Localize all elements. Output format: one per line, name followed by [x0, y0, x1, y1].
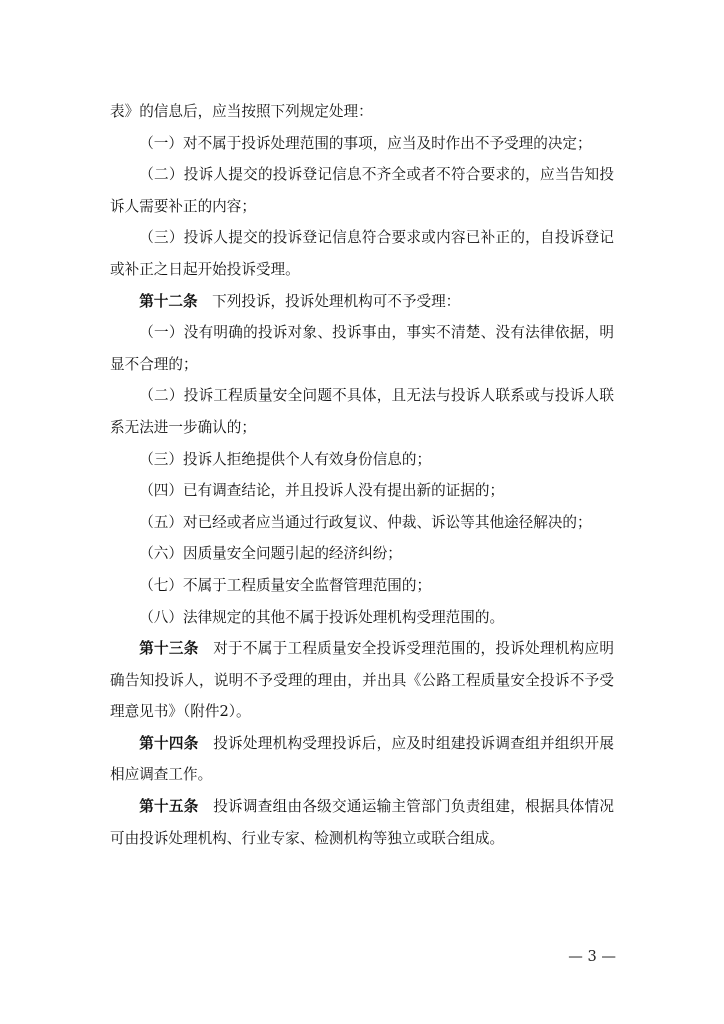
paragraph-text: （二）投诉工程质量安全问题不具体，且无法与投诉人联系或与投诉人联系无法进一步确认的； [110, 387, 614, 436]
article-title: 第十二条 [139, 292, 198, 310]
paragraph-text: （三）投诉人提交的投诉登记信息符合要求或内容已补正的，自投诉登记或补正之日起开始投诉受理。 [110, 229, 614, 278]
list-item-7 [110, 570, 614, 602]
article-title: 第十五条 [139, 798, 199, 816]
list-item-8 [110, 602, 614, 634]
article-title: 第十三条 [139, 640, 199, 658]
paragraph-text: （五）对已经或者应当通过行政复议、仲裁、诉讼等其他途径解决的； [139, 513, 592, 531]
list-item-3 [110, 222, 614, 285]
paragraph-text: （六）因质量安全问题引起的经济纠纷； [139, 545, 402, 563]
article-14 [110, 728, 614, 791]
paragraph-text: （七）不属于工程质量安全监督管理范围的； [139, 576, 432, 594]
list-item-1 [110, 317, 614, 380]
article-13 [110, 633, 614, 728]
list-item-3 [110, 444, 614, 476]
paragraph-text: （四）已有调查结论，并且投诉人没有提出新的证据的； [139, 482, 505, 500]
paragraph-text: 投诉处理机构受理投诉后，应及时组建投诉调查组并组织开展相应调查工作。 [110, 734, 614, 784]
paragraph-text: （一）对不属于投诉处理范围的事项，应当及时作出不予受理的决定； [139, 134, 592, 152]
article-15 [110, 791, 614, 854]
page-number: — 3 — [568, 948, 616, 965]
article-12 [110, 286, 614, 318]
document-body [110, 96, 614, 854]
list-item-2 [110, 159, 614, 222]
list-item-5 [110, 507, 614, 539]
paragraph-text: （八）法律规定的其他不属于投诉处理机构受理范围的。 [139, 608, 505, 626]
paragraph-text: 下列投诉，投诉处理机构可不予受理： [212, 292, 461, 310]
list-item-4 [110, 475, 614, 507]
list-item-1 [110, 128, 614, 160]
paragraph-text: 表》的信息后，应当按照下列规定处理： [110, 103, 373, 120]
paragraph-text: （二）投诉人提交的投诉登记信息不齐全或者不符合要求的，应当告知投诉人需要补正的内容； [110, 166, 614, 215]
paragraph-text: （三）投诉人拒绝提供个人有效身份信息的； [139, 450, 432, 468]
article-title: 第十四条 [139, 734, 199, 752]
list-item-2 [110, 380, 614, 443]
paragraph-text: 投诉调查组由各级交通运输主管部门负责组建，根据具体情况可由投诉处理机构、行业专家、检测机构等独立或联合组成。 [110, 798, 614, 847]
list-item-6 [110, 538, 614, 570]
paragraph-continuation [110, 96, 614, 128]
paragraph-text: 对于不属于工程质量安全投诉受理范围的，投诉处理机构应明确告知投诉人，说明不予受理的理由，并出具《公路工程质量安全投诉不予受理意见书》（附件2）。 [110, 640, 614, 721]
paragraph-text: （一）没有明确的投诉对象、投诉事由，事实不清楚、没有法律依据，明显不合理的； [110, 324, 614, 373]
